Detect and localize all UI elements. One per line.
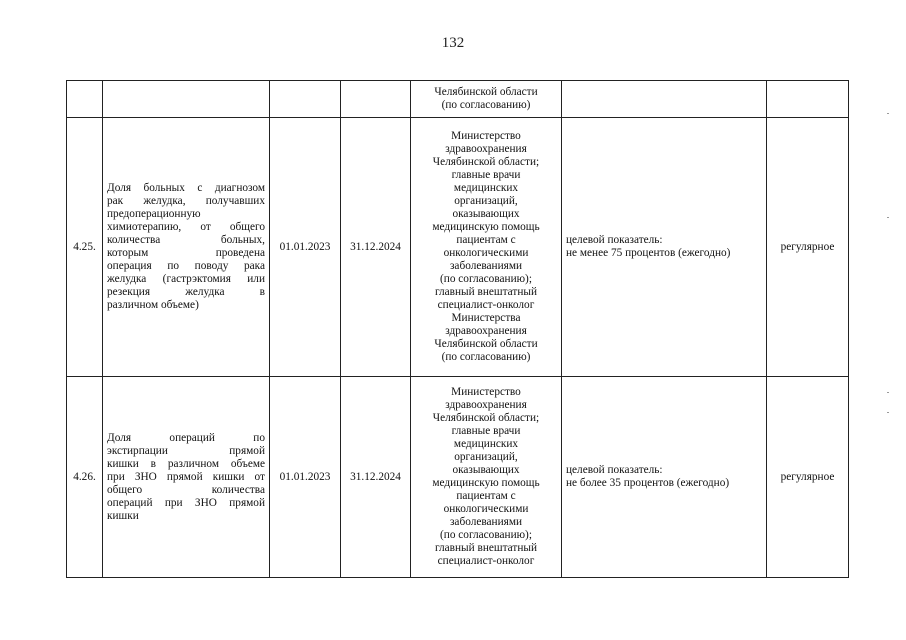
table-body [67, 81, 849, 578]
responsible-line: медицинских [453, 182, 519, 194]
start-date-cell: 01.01.2023 [270, 118, 341, 377]
scan-speck [887, 217, 889, 218]
measure-type-cell: регулярное [767, 377, 849, 578]
end-date-cell [341, 81, 411, 118]
start-date-cell [270, 81, 341, 118]
scan-speck [887, 392, 889, 393]
responsible-line: Челябинской области; [432, 156, 540, 168]
measure-name-line: при ЗНО прямой кишки от [107, 470, 265, 483]
measure-name-line: желудка (гастрэктомия или [107, 273, 265, 285]
responsible-line: здравоохранения [445, 325, 527, 337]
responsible-line: Министерство [451, 130, 521, 142]
responsible-line: (по согласованию); [440, 529, 532, 541]
measure-type-cell: регулярное [767, 118, 849, 377]
measure-name-line: различном объеме) [107, 299, 199, 311]
responsible-cell [411, 377, 562, 578]
responsible-line: медицинскую помощь [432, 477, 540, 489]
responsible-line: оказывающих [452, 208, 520, 220]
measure-type-cell [767, 81, 849, 118]
measure-name-line: рак желудка, получавших [107, 195, 265, 207]
measure-name-line: операций при ЗНО прямой [107, 496, 265, 509]
measure-name-line: резекция желудка в [107, 286, 265, 298]
row-number-cell: 4.26. [67, 377, 103, 578]
measure-name-cell [103, 377, 270, 578]
responsible-line: медицинских [453, 438, 519, 450]
responsible-line: Челябинской области [434, 86, 538, 98]
measure-name-line: экстирпации прямой [107, 444, 265, 457]
responsible-line: главный внештатный [434, 542, 538, 554]
responsible-line: (по согласованию); [440, 273, 532, 285]
indicator-line: не менее 75 процентов (ежегодно) [566, 247, 731, 259]
scan-speck [887, 412, 889, 413]
measure-name-cell [103, 118, 270, 377]
end-date-cell: 31.12.2024 [341, 377, 411, 578]
measure-name-cell [103, 81, 270, 118]
indicator-line: не более 35 процентов (ежегодно) [566, 477, 730, 489]
measure-name-line: общего количества [107, 483, 265, 496]
measure-name-line: Доля операций по [107, 431, 265, 444]
indicator-cell [562, 377, 767, 578]
responsible-line: специалист-онколог [437, 299, 535, 311]
end-date-cell: 31.12.2024 [341, 118, 411, 377]
responsible-cell [411, 118, 562, 377]
responsible-line: заболеваниями [449, 516, 523, 528]
responsible-line: пациентам с [456, 234, 516, 246]
responsible-line: главный внештатный [434, 286, 538, 298]
page-number: 132 [441, 35, 465, 51]
measure-name-line: которым проведена [107, 247, 265, 259]
responsible-line: здравоохранения [445, 399, 527, 411]
table-row [67, 81, 849, 118]
row-number-cell [67, 81, 103, 118]
responsible-line: (по согласованию) [441, 351, 531, 363]
measure-name-line: кишки в различном объеме [107, 457, 265, 470]
responsible-line: онкологическими [443, 247, 529, 259]
table-row [67, 377, 849, 578]
responsible-line: онкологическими [443, 503, 529, 515]
responsible-line: заболеваниями [449, 260, 523, 272]
responsible-line: Челябинской области [434, 338, 538, 350]
measure-name-line: химиотерапию, от общего [107, 221, 265, 233]
measure-name-line: количества больных, [107, 234, 265, 246]
responsible-cell [411, 81, 562, 118]
responsible-line: главные врачи [451, 425, 521, 437]
responsible-line: оказывающих [452, 464, 520, 476]
responsible-line: здравоохранения [445, 143, 527, 155]
measure-name-line: операция по поводу рака [107, 260, 265, 272]
start-date-cell: 01.01.2023 [270, 377, 341, 578]
measures-table [66, 80, 849, 578]
measure-name-line: Доля больных с диагнозом [107, 182, 265, 194]
indicator-cell [562, 81, 767, 118]
scan-speck [887, 113, 889, 114]
responsible-line: Министерство [451, 386, 521, 398]
responsible-line: Министерства [451, 312, 521, 324]
indicator-cell [562, 118, 767, 377]
measure-name-line: предоперационную [107, 208, 201, 220]
responsible-line: специалист-онколог [437, 555, 535, 567]
responsible-line: главные врачи [451, 169, 521, 181]
responsible-line: медицинскую помощь [432, 221, 540, 233]
measure-name-line: кишки [107, 509, 139, 522]
responsible-line: (по согласованию) [441, 99, 531, 111]
responsible-line: пациентам с [456, 490, 516, 502]
responsible-line: Челябинской области; [432, 412, 540, 424]
indicator-line: целевой показатель: [566, 234, 663, 246]
indicator-line: целевой показатель: [566, 464, 663, 476]
row-number-cell: 4.25. [67, 118, 103, 377]
responsible-line: организаций, [454, 195, 518, 207]
responsible-line: организаций, [454, 451, 518, 463]
table-row [67, 118, 849, 377]
